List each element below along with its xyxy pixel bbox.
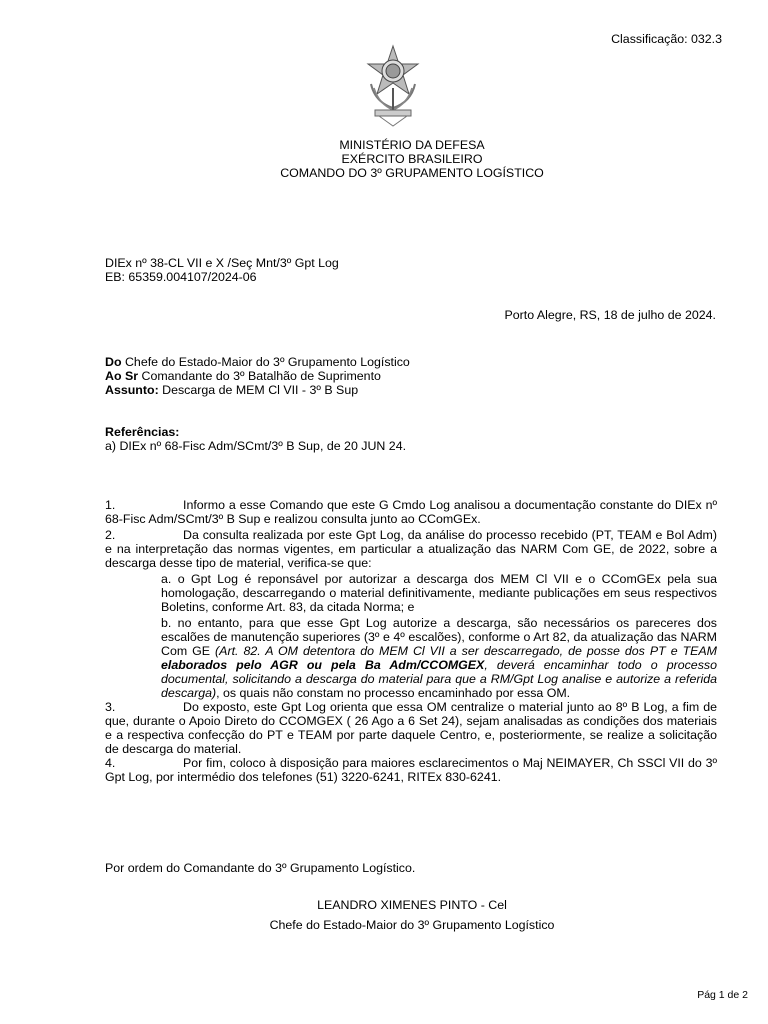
to-label: Ao Sr: [105, 369, 139, 383]
paragraph-2b: [105, 616, 717, 700]
paragraph-4: [105, 756, 717, 784]
references-section: [105, 425, 406, 453]
paragraph-2b-quote-emphasis: elaborados pelo AGR ou pela Ba Adm/CCOMGEX: [161, 658, 485, 672]
references-title: Referências:: [105, 425, 180, 439]
document-reference: [105, 256, 339, 284]
paragraph-2b-quote-1: (Art. 82. A OM detentora do MEM Cl VII a ser descarregado, de posse dos PT e TEAM: [215, 644, 717, 658]
signature-intro: Por ordem do Comandante do 3º Grupamento Logístico.: [105, 861, 416, 875]
paragraph-4-number: 4.: [105, 756, 116, 770]
org-line-army: EXÉRCITO BRASILEIRO: [341, 152, 483, 166]
signature-block: [0, 898, 768, 932]
paragraph-3-number: 3.: [105, 700, 116, 714]
signer-role: Chefe do Estado-Maior do 3º Grupamento Logístico: [269, 918, 555, 932]
paragraph-4-text: Por fim, coloco à disposição para maiores esclarecimentos o Maj NEIMAYER, Ch SSCl VII do 3º Gpt Log, por intermédio dos telefones (51) 3220-6241, RITEx 830-6241.: [105, 756, 717, 784]
diex-number: DIEx nº 38-CL VII e X /Seç Mnt/3º Gpt Log: [105, 256, 339, 270]
paragraph-2a: a. o Gpt Log é reponsável por autorizar a descarga dos MEM Cl VII e o CComGEx pela sua homologação, descarregando o material definitivamente, mediante publicações em seus respectivos Boletins, conforme Art. 83, da citada Norma; e: [161, 572, 717, 614]
eb-number: EB: 65359.004107/2024-06: [105, 270, 257, 284]
org-line-command: COMANDO DO 3º GRUPAMENTO LOGÍSTICO: [280, 166, 544, 180]
from-value: Chefe do Estado-Maior do 3º Grupamento Logístico: [121, 355, 410, 369]
reference-item-a: a) DIEx nº 68-Fisc Adm/SCmt/3º B Sup, de 20 JUN 24.: [105, 439, 407, 453]
from-field: [105, 355, 410, 369]
organization-header: [0, 138, 768, 180]
subject-label: Assunto:: [105, 383, 159, 397]
coat-of-arms-brazil-icon: [365, 44, 421, 128]
paragraph-2-number: 2.: [105, 528, 116, 542]
to-value: Comandante do 3º Batalhão de Suprimento: [138, 369, 381, 383]
document-date: Porto Alegre, RS, 18 de julho de 2024.: [504, 308, 716, 322]
paragraph-3-text: Do exposto, este Gpt Log orienta que essa OM centralize o material junto ao 8º B Log, a fim de que, durante o Apoio Direto do CCOMGEX ( 26 Ago a 6 Set 24), sejam analisadas as condições dos materiais e a respectiva confecção do PT e TEAM por parte daquele Centro, e, posteriormente, se realize a solicitação de descarga do material.: [105, 700, 717, 756]
paragraph-2b-quote-2: , deverá encaminhar todo o processo documental, solicitando a descarga do material para que a RM/Gpt Log analise e autorize a referida descarga): [161, 658, 717, 700]
paragraph-2b-text-2: , os quais não constam no processo encaminhado por essa OM.: [216, 686, 571, 700]
address-fields: [105, 355, 410, 397]
document-body: [105, 498, 717, 784]
paragraph-2b-text-1: b. no entanto, para que esse Gpt Log autorize a descarga, são necessários os pareceres dos escalões de manutenção superiores (3º e 4º escalões), conforme o Art 82, da atualização das NARM Com GE: [161, 616, 717, 658]
subject-field: [105, 383, 410, 397]
subject-value: Descarga de MEM Cl VII - 3º B Sup: [158, 383, 359, 397]
paragraph-1: [105, 498, 717, 526]
paragraph-1-text: Informo a esse Comando que este G Cmdo Log analisou a documentação constante do DIEx nº 68-Fisc Adm/SCmt/3º B Sup e realizou consulta junto ao CComGEx.: [105, 498, 717, 526]
signer-name: LEANDRO XIMENES PINTO - Cel: [317, 898, 507, 912]
from-label: Do: [105, 355, 122, 369]
page-number: Pág 1 de 2: [697, 989, 748, 1001]
paragraph-2-text: Da consulta realizada por este Gpt Log, da análise do processo recebido (PT, TEAM e Bol Adm) e na interpretação das normas vigentes, em particular a atualização das NARM Com GE, de 2022, sobre a descarga desse tipo de material, verifica-se que:: [105, 528, 717, 570]
org-line-ministry: MINISTÉRIO DA DEFESA: [339, 138, 485, 152]
classification-label: Classificação: 032.3: [611, 32, 722, 46]
paragraph-1-number: 1.: [105, 498, 116, 512]
paragraph-2: [105, 528, 717, 570]
paragraph-3: [105, 700, 717, 756]
to-field: [105, 369, 410, 383]
